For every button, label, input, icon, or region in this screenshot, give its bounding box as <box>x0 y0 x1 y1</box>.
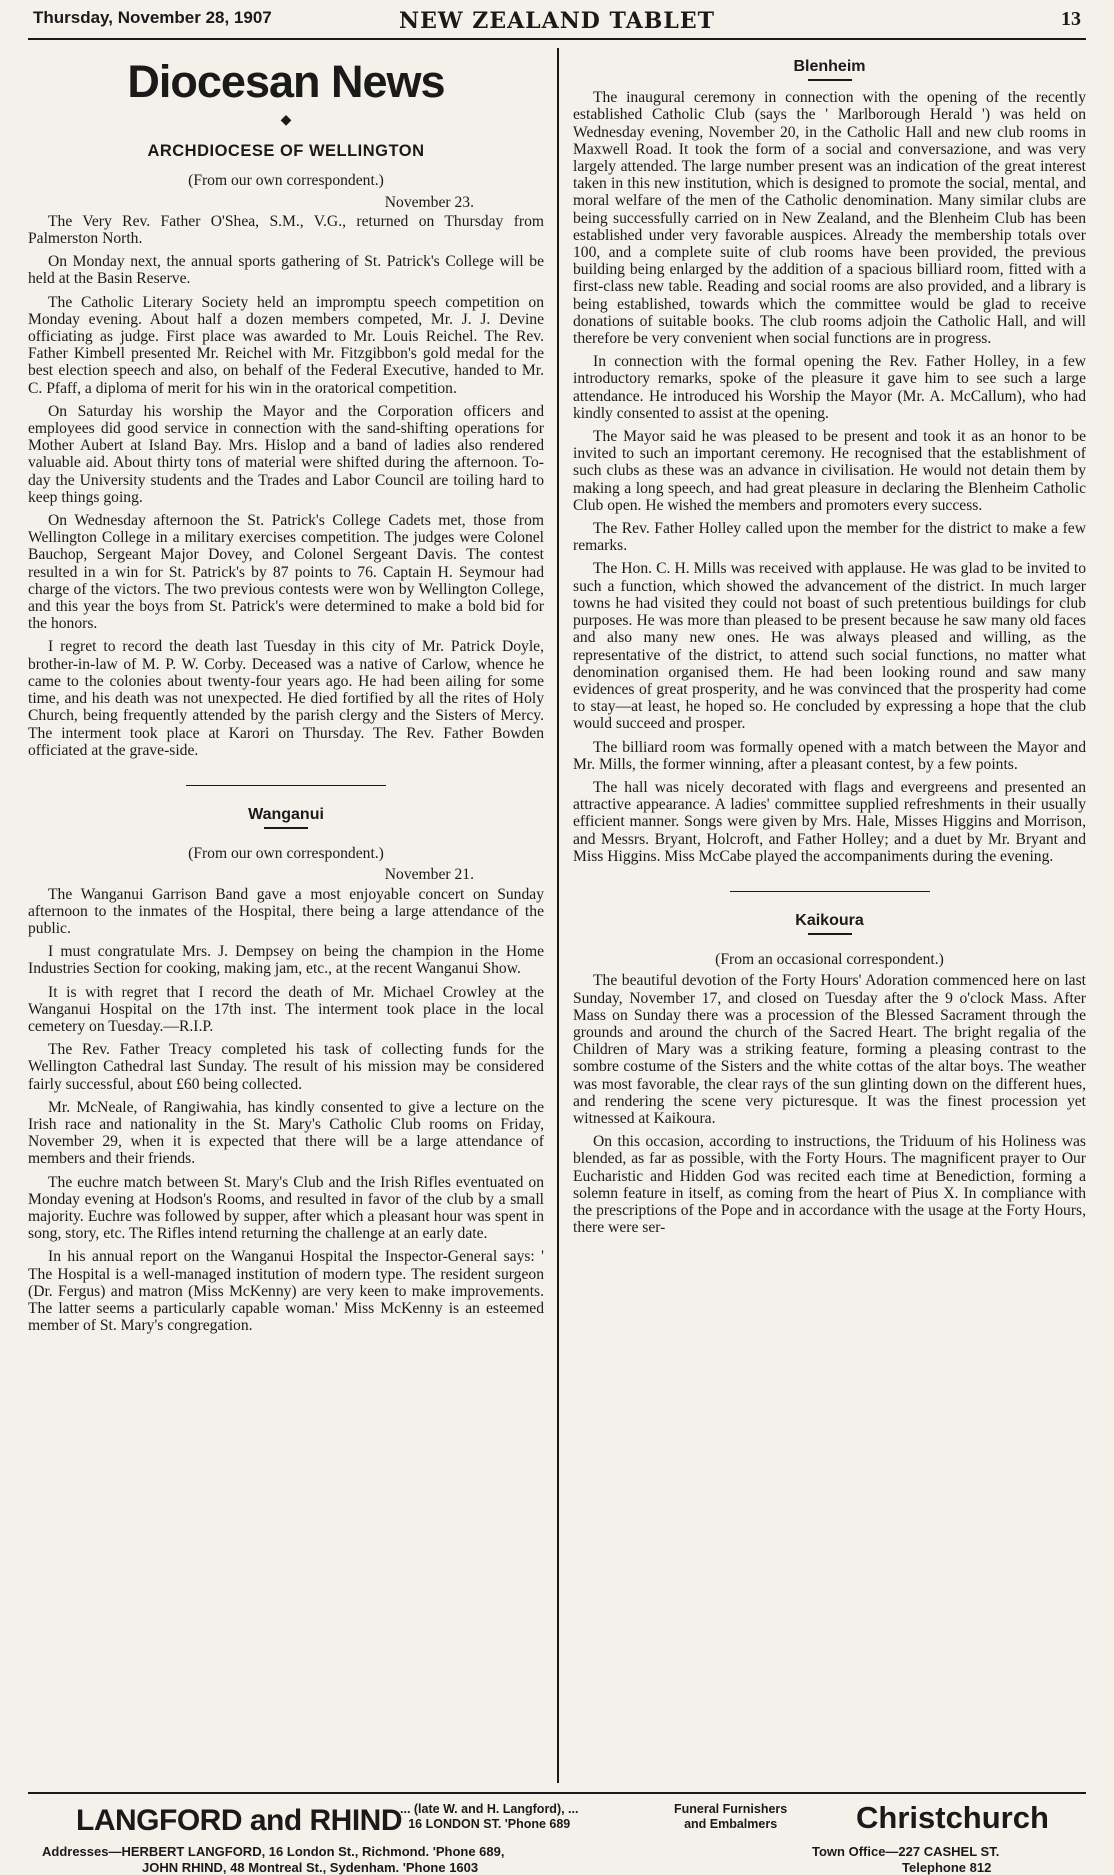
header-rule <box>28 38 1086 40</box>
article-paragraph: In connection with the formal opening the Rev. Father Holley, in a few introductory remarks, spoke of the pleasure it gave him to see such a large attendance. He introduced his Worship the Mayor (Mr. A. McCallum), who had kindly consented to assist at the opening. <box>573 353 1086 422</box>
advert-address-line: Addresses—HERBERT LANGFORD, 16 London St., Richmond. 'Phone 689, <box>42 1844 505 1859</box>
article-paragraph: The hall was nicely decorated with flags and evergreens and presented an attractive appearance. A ladies' committee supplied refreshments in their usually efficient manner. Songs were given by Mrs. Hale, Misses Higgins and Morrison, and Messrs. Bryant, Holcroft, and Father Holley; and a duet by Mr. Bryant and Miss Higgins. Miss McCabe played the accompaniments during the evening. <box>573 778 1086 865</box>
page-header <box>28 8 1086 38</box>
advert-brand-sub <box>400 1802 578 1832</box>
article-paragraph: The Mayor said he was pleased to be present and took it as an honor to be invited to such an important ceremony. He recognised that the establishment of such clubs as these was an advance in civilisation. He would not detain them by making a long speech, and had great pleasure in declaring the Blenheim Catholic Club open. He wished the members and promoters every success. <box>573 428 1086 514</box>
section-title-kaikoura: Kaikoura <box>795 911 864 929</box>
advertisement-footer <box>28 1792 1086 1875</box>
right-column <box>573 48 1086 1242</box>
advert-telephone: Telephone 812 <box>902 1860 992 1875</box>
column-divider <box>557 48 559 1783</box>
advert-street-phone: 16 LONDON ST. 'Phone 689 <box>408 1817 571 1831</box>
article-paragraph: The Rev. Father Treacy completed his task of collecting funds for the Wellington Cathedral last Sunday. The result of his mission may be considered fairly successful, about £60 being collected. <box>28 1041 544 1093</box>
title-underline <box>264 827 308 829</box>
advert-former-name: ... (late W. and H. Langford), ... <box>400 1802 579 1816</box>
advert-city: Christchurch <box>856 1800 1049 1835</box>
advert-town-office: Town Office—227 CASHEL ST. <box>812 1844 1000 1859</box>
dateline: November 23. <box>384 193 474 211</box>
section-title-wellington: ARCHDIOCESE OF WELLINGTON <box>147 142 425 161</box>
left-column <box>28 48 544 1340</box>
advert-service-line: and Embalmers <box>684 1817 778 1831</box>
section-title-blenheim: Blenheim <box>793 58 866 75</box>
article-paragraph: The euchre match between St. Mary's Club and the Irish Rifles eventuated on Monday evening at Hodson's Rooms, and resulted in favor of the club by a small majority. Euchre was followed by supper, after which a pleasant hour was spent in song, story, etc. The Rifles intend returning the challenge at an early date. <box>28 1173 544 1243</box>
article-paragraph: The Hon. C. H. Mills was received with applause. He was glad to be invited to such a function, which showed the advancement of the district. In much larger towns he had visited they could not boast of such pretentious buildings for club purposes. He was more than pleased to be present because he saw many old faces and also many new ones. He was always pleased and willing, as the representative of the district, to attend such social functions, no matter what denomination organised them. He had been looking round and saw many evidences of great prosperity, and he was convinced that the prosperity had come to stay—at least, he hoped so. He concluded by expressing a hope that the club would succeed and prosper. <box>573 560 1086 733</box>
dateline: November 21. <box>384 866 474 884</box>
article-paragraph: On Wednesday afternoon the St. Patrick's College Cadets met, those from Wellington College in a military exercises competition. The judges were Colonel Bauchop, Sergeant Major Dovey, and Colonel Sergeant Davis. The contest resulted in a win for St. Patrick's by 87 points to 76. Captain H. Seymour had charge of the victors. The two previous contests were won by Wellington College, and this year the boys from St. Patrick's were determined to make a bold bid for the honors. <box>28 512 544 633</box>
page-number: 13 <box>1061 8 1081 30</box>
advert-service-line: Funeral Furnishers <box>674 1802 788 1816</box>
correspondent-line: (From our own correspondent.) <box>188 845 384 863</box>
section-title-wanganui: Wanganui <box>248 805 324 823</box>
article-paragraph: The Wanganui Garrison Band gave a most enjoyable concert on Sunday afternoon to the inmates of the Hospital, there being a large attendance of the public. <box>28 885 544 937</box>
article-paragraph: I must congratulate Mrs. J. Dempsey on being the champion in the Home Industries Section for cooking, making jam, etc., at the recent Wanganui Show. <box>28 943 544 978</box>
article-paragraph: The inaugural ceremony in connection with the opening of the recently established Catholic Club (says the ' Marlborough Herald ') was held on Wednesday evening, November 20, in the Catholic Hall and new club rooms in Maxwell Road. It took the form of a social and conversazione, and was very largely attended. The large number present was an indication of the great interest taken in this new institution, which is designed to promote the social, mental, and moral welfare of the men of the Catholic denomination. Many similar clubs are being successfully carried on in New Zealand, and the Blenheim Club has been established under very favorable auspices. Already the membership totals over 100, and a complete suite of club rooms have been provided, the previous building being enlarged by the addition of a spacious billiard room, fitted with a first-class new table. Reading and social rooms are also provided, and a library is being established, towards which the committee would be glad to receive donations of suitable books. The club rooms adjoin the Catholic Hall, and will therefore be very convenient when social functions are in progress. <box>573 89 1086 348</box>
title-underline <box>808 933 852 935</box>
title-underline <box>808 79 852 81</box>
article-paragraph: On Saturday his worship the Mayor and the Corporation officers and employees did good service in connection with the sand-shifting operations for Mother Aubert at Island Bay. Mrs. Hislop and a band of ladies also rendered valuable aid. About thirty tons of material were shifted during the afternoon. To-day the University students and the Trades and Labor Council are toiling hard to keep things going. <box>28 402 544 506</box>
newspaper-title: NEW ZEALAND TABLET <box>399 8 715 34</box>
issue-date: Thursday, November 28, 1907 <box>33 8 272 27</box>
advert-services <box>674 1802 787 1832</box>
article-paragraph: The Rev. Father Holley called upon the member for the district to make a few remarks. <box>573 520 1086 555</box>
advert-address-line: JOHN RHIND, 48 Montreal St., Sydenham. 'Phone 1603 <box>142 1860 479 1875</box>
article-paragraph: On Monday next, the annual sports gathering of St. Patrick's College will be held at the Basin Reserve. <box>28 253 544 288</box>
article-paragraph: In his annual report on the Wanganui Hospital the Inspector-General says: ' The Hospital is a well-managed institution of modern type. The resident surgeon (Dr. Fergus) and matron (Miss McKenny) are very keen to make improvements. The latter seems a particularly capable woman.' Miss McKenny is an esteemed member of St. Mary's congregation. <box>28 1248 544 1335</box>
article-paragraph: It is with regret that I record the death of Mr. Michael Crowley at the Wanganui Hospital on the 17th inst. The interment took place in the local cemetery on Tuesday.—R.I.P. <box>28 983 544 1035</box>
article-paragraph: The billiard room was formally opened with a match between the Mayor and Mr. Mills, the former winning, after a pleasant contest, by a few points. <box>573 738 1086 773</box>
article-paragraph: I regret to record the death last Tuesday in this city of Mr. Patrick Doyle, brother-in-law of M. P. W. Corby. Deceased was a native of Carlow, whence he came to the colonies about twenty-four years ago. He had been ailing for some time, and his death was not unexpected. He died fortified by all the rites of Holy Church, being frequently attended by the parish clergy and the Sisters of Mercy. The interment took place at Karori on Thursday. The Rev. Father Bowden officiated at the grave-side. <box>28 638 544 759</box>
correspondent-line: (From our own correspondent.) <box>188 172 384 190</box>
main-title: Diocesan News <box>127 56 445 107</box>
article-paragraph: The Catholic Literary Society held an impromptu speech competition on Monday evening. About half a dozen members competed, Mr. J. J. Devine officiating as judge. First place was awarded to Mr. Louis Reichel. The Rev. Father Kimbell presented Mr. Reichel with Mr. Fitzgibbon's gold medal for the best election speech and also, on behalf of the Federal Executive, handed to Mr. C. Pfaff, a diploma of merit for his win in the oratorical competition. <box>28 293 544 397</box>
article-paragraph: The Very Rev. Father O'Shea, S.M., V.G., returned on Thursday from Palmerston North. <box>28 212 544 248</box>
advert-brand: LANGFORD and RHIND <box>76 1804 402 1837</box>
section-divider <box>730 891 930 892</box>
ornament-diamond-icon: ◆ <box>280 113 292 128</box>
article-paragraph: On this occasion, according to instructions, the Triduum of his Holiness was blended, as far as possible, with the Forty Hours. The magnificent prayer to Our Eucharistic and Hidden God was recited each time at Benediction, forming a solemn feature in itself, as coming from the heart of Pius X. In compliance with the prescriptions of the Pope and in accordance with the usage at the Forty Hours, there were ser- <box>573 1133 1086 1237</box>
correspondent-line: (From an occasional correspondent.) <box>715 951 944 969</box>
section-divider <box>186 785 386 786</box>
article-paragraph: The beautiful devotion of the Forty Hours' Adoration commenced here on last Sunday, November 17, and closed on Tuesday after the 9 o'clock Mass. After Mass on Sunday there was a procession of the Blessed Sacrament through the grounds and around the church of the Sacred Heart. The bright regalia of the Children of Mary was a striking feature, forming a pleasing contrast to the sombre costume of the Sisters and the white cottas of the altar boys. The weather was most favorable, the clear rays of the sun glinting down on the different hues, and rendering the scene very picturesque. It was the finest procession yet witnessed at Kaikoura. <box>573 972 1086 1127</box>
article-paragraph: Mr. McNeale, of Rangiwahia, has kindly consented to give a lecture on the Irish race and nationality in the St. Mary's Catholic Club rooms on Friday, November 29, when it is expected that there will be a large attendance of members and their friends. <box>28 1098 544 1168</box>
